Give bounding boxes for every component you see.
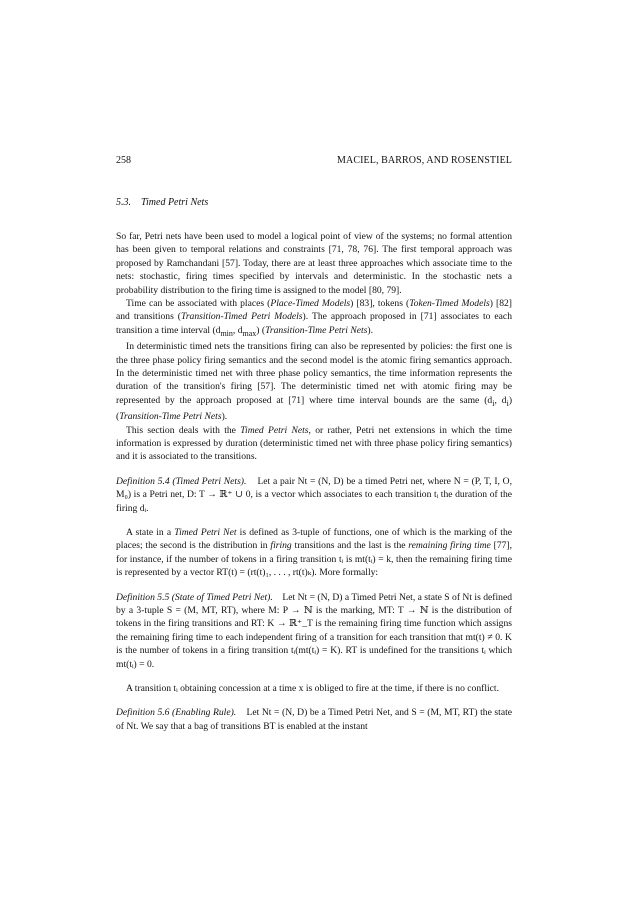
paragraph-deterministic: In deterministic timed nets the transitions firing can also be represented by policies: the first one is the three phase policy firing semantics and the second model is the atomic firing semantics approach. In the deterministic timed net with three phase policy semantics, the time information represents the duration of the transition's firing [57]. The deterministic timed net with atomic firing may be represented by the approach proposed at [71] where time interval bounds are the same ($d_i$, $d_i$) (Transition-Time Petri Nets).: [116, 341, 513, 423]
section-title: Timed Petri Nets: [141, 197, 209, 208]
definition-label: Definition 5.5 (State of Timed Petri Net).: [116, 591, 273, 603]
definition-label: Definition 5.6 (Enabling Rule).: [116, 707, 237, 719]
paragraph-conflict: A transition tᵢ obtaining concession at a time x is obliged to fire at the time, if there is no conflict.: [126, 683, 499, 694]
body-text: [116, 230, 512, 733]
definition-5-5: Definition 5.5 (State of Timed Petri Net). Let Nt = (N, D) a Timed Petri Net, a state S of Nt is defined by a 3-tuple S = (M, MT, RT), where M: P → ℕ is the marking, MT: T → ℕ is the distribution of tokens in the firing transitions and RT: K → ℝ⁺_T is the remaining firing time function which assigns the remaining firing time to each independent firing of a transition for each transition that mt(t) ≠ 0. K is the number of tokens in a firing transition tᵢ(mt(tᵢ) = K). RT is undefined for the transitions tᵢ which mt(tᵢ) = 0.: [116, 591, 513, 670]
page-number: 258: [116, 155, 131, 166]
section-heading: [116, 197, 208, 208]
paragraph-section-scope: This section deals with the Timed Petri Nets, or rather, Petri net extensions in which the time information is expressed by duration (deterministic timed net with three phase policy firing semantics) and it is associated to the transitions.: [116, 424, 512, 463]
definition-label: Definition 5.4 (Timed Petri Nets).: [116, 475, 247, 487]
paragraph-time-association: Time can be associated with places (Place-Timed Models) [83], tokens (Token-Timed Models) [82] and transitions (Transition-Timed Petri Models). The approach proposed in [71] associates to each transition a time interval ($d_{min}$, $d_{max}$) (Transition-Time Petri Nets).: [116, 298, 512, 338]
definition-5-6: Definition 5.6 (Enabling Rule). Let Nt = (N, D) be a Timed Petri Net, and S = (M, MT, RT) the state of Nt. We say that a bag of transitions BT is enabled at the instant: [116, 707, 513, 732]
running-head: MACIEL, BARROS, AND ROSENSTIEL: [337, 155, 512, 166]
paragraph-state: A state in a Timed Petri Net is defined as 3-tuple of functions, one of which is the marking of the places; the second is the distribution in firing transitions and the last is the remaining firing time [77], for instance, if the number of tokens in a firing transition tᵢ is mt(tᵢ) = k, then the remaining firing time is represented by a vector RT(t) = (rt(t)₁, . . . , rt(t)ₖ). More formally:: [116, 526, 513, 579]
definition-5-4: Definition 5.4 (Timed Petri Nets). Let a pair Nt = (N, D) be a timed Petri net, where N = (P, T, I, O, M₀) is a Petri net, D: T → ℝ⁺ ∪ 0, is a vector which associates to each transition tᵢ the duration of the firing dᵢ.: [116, 475, 512, 514]
paragraph-intro: So far, Petri nets have been used to model a logical point of view of the systems; no formal attention has been given to temporal relations and constraints [71, 78, 76]. The first temporal approach was proposed by Ramchandani [57]. Today, there are at least three approaches which associate time to the nets: stochastic, firing times specified by intervals and deterministic. In the stochastic nets a probability distribution to the firing time is assigned to the model [80, 79].: [116, 231, 512, 296]
section-number: 5.3.: [116, 197, 131, 208]
